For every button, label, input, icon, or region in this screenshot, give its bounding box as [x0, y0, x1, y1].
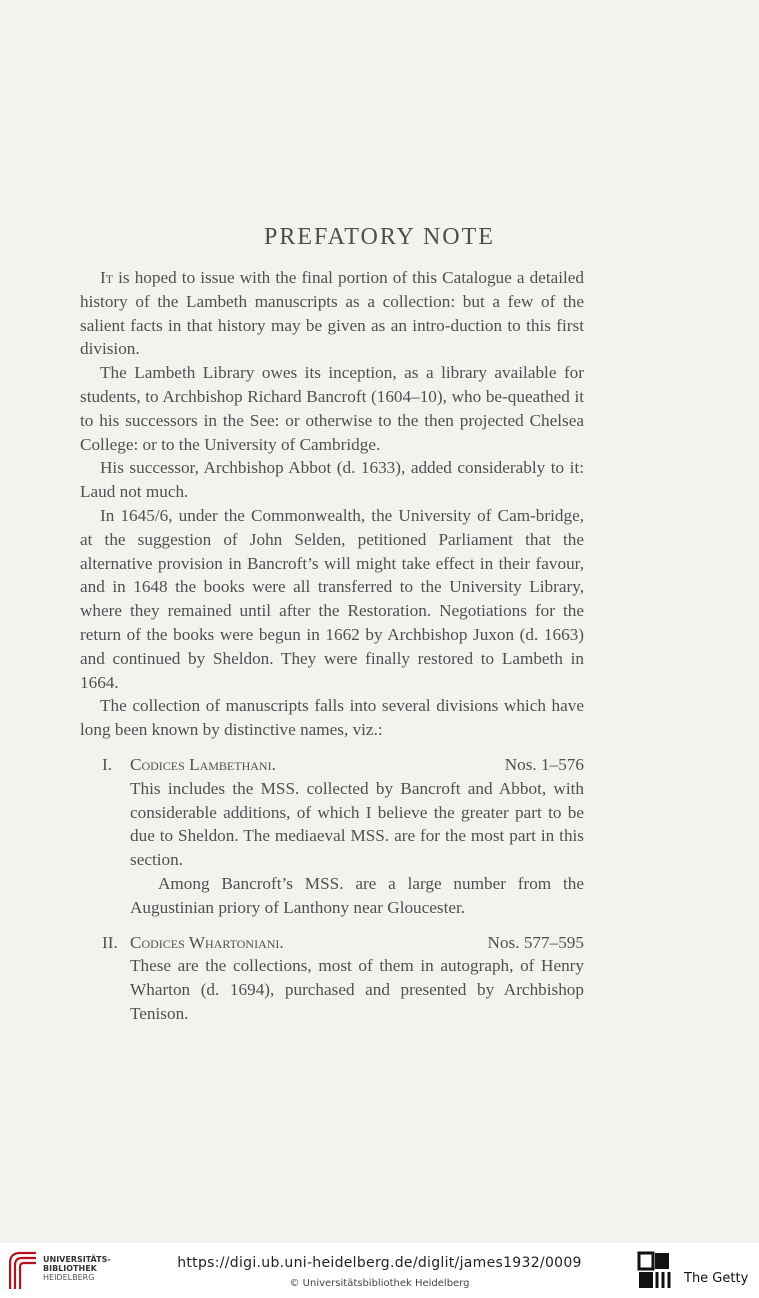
section-codices-whartoniani	[80, 931, 584, 1026]
paragraph-1	[80, 266, 584, 361]
section-heading	[80, 753, 584, 777]
copyright-notice: © Universitätsbibliothek Heidelberg	[289, 1278, 470, 1289]
permalink-url[interactable]: https://digi.ub.uni-heidelberg.de/diglit/james1932/0009	[177, 1255, 582, 1271]
section-range: Nos. 1–576	[504, 754, 584, 774]
section-codices-lambethani	[80, 753, 584, 920]
section-paragraph: These are the collections, most of them in autograph, of Henry Wharton (d. 1694), purchased and presented by Archbishop Tenison.	[130, 956, 584, 1023]
paragraph-5: The collection of manuscripts falls into several divisions which have long been known by distinctive names, viz.:	[80, 696, 584, 740]
library-line-2: BIBLIOTHEK	[43, 1264, 97, 1273]
section-paragraph: Among Bancroft’s MSS. are a large number from the Augustinian priory of Lanthony near Gloucester.	[130, 873, 584, 917]
section-name: Codices Lambethani.	[130, 754, 276, 774]
section-numeral: II.	[102, 932, 118, 952]
body-text	[80, 266, 584, 1026]
paragraph-text: is hoped to issue with the final portion of this Catalogue a detailed history of the Lambeth manuscripts as a collection: but a few of the salient facts in that history may be given as an intro-duction to this first division.	[80, 268, 584, 359]
page-title: PREFATORY NOTE	[264, 224, 495, 250]
paragraph-lead: It	[100, 268, 114, 287]
section-numeral: I.	[102, 754, 113, 774]
section-name: Codices Whartoniani.	[130, 932, 284, 952]
section-paragraph: This includes the MSS. collected by Bancroft and Abbot, with considerable additions, of which I believe the greater part to be due to Sheldon. The mediaeval MSS. are for the most part in this section.	[130, 778, 584, 870]
getty-logo-icon[interactable]	[637, 1251, 671, 1291]
library-line-1: UNIVERSITÄTS-	[43, 1255, 111, 1264]
footer-bar	[0, 1243, 759, 1298]
library-line-3: HEIDELBERG	[43, 1273, 95, 1282]
section-heading	[80, 931, 584, 955]
paragraph-4: In 1645/6, under the Commonwealth, the University of Cam-bridge, at the suggestion of John Selden, petitioned Parliament that the alternative provision in Bancroft’s will might take effect in their favour, and in 1648 the books were all transferred to the University Library, where they remained until after the Restoration. Negotiations for the return of the books were begun in 1662 by Archbishop Juxon (d. 1663) and continued by Sheldon. They were finally restored to Lambeth in 1664.	[80, 505, 584, 692]
paragraph-2: The Lambeth Library owes its inception, as a library available for students, to Archbishop Richard Bancroft (1604–10), who be-queathed it to his successors in the See: or otherwise to the then projected Chelsea College: or to the University of Cambridge.	[80, 363, 584, 454]
partner-name: The Getty	[684, 1271, 749, 1286]
section-range: Nos. 577–595	[487, 932, 584, 952]
paragraph-3: His successor, Archbishop Abbot (d. 1633), added considerably to it: Laud not much.	[80, 458, 584, 502]
